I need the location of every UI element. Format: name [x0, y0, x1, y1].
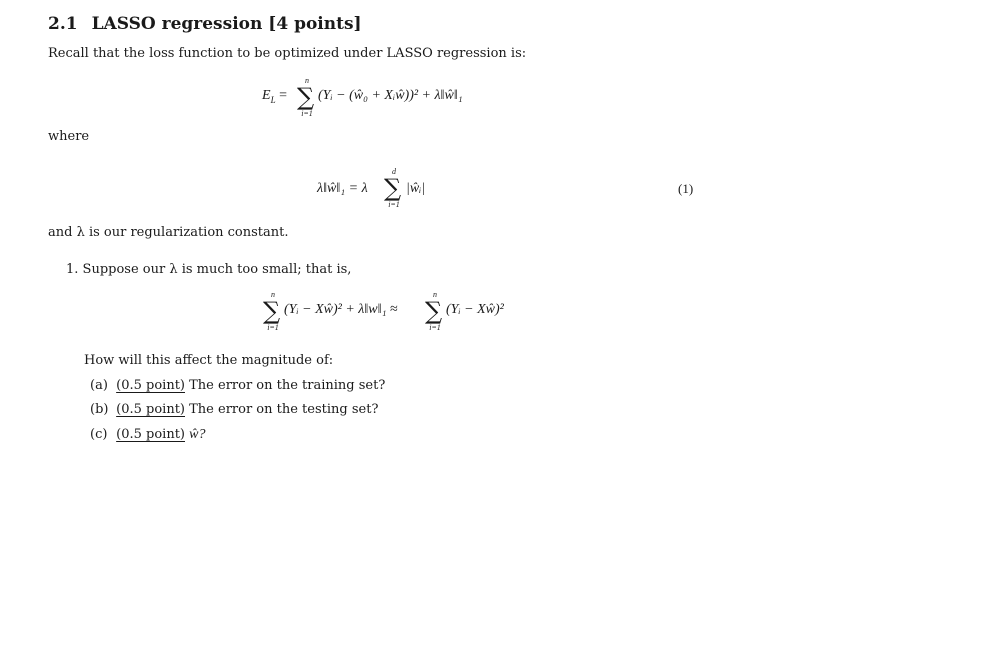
part-b [90, 402, 378, 417]
question-1 [66, 262, 351, 277]
regularization-note: and λ is our regularization constant. [48, 225, 289, 240]
part-b-points: (0.5 point) [116, 402, 185, 417]
part-b-label: (b) [90, 402, 109, 417]
part-a-label: (a) [90, 378, 108, 393]
loss-equation-body: (Yᵢ − (ŵ₀ + Xᵢŵ))² + λ‖ŵ‖₁ [318, 88, 463, 103]
question-text: Suppose our λ is much too small; that is, [82, 262, 352, 277]
loss-equation-lhs: $E_L$ = [262, 88, 287, 105]
penalty-equation-lhs: λ‖ŵ‖₁ = λ [317, 181, 368, 196]
part-c [90, 427, 205, 443]
section-number: 2.1 [48, 14, 78, 34]
approx-left-body: (Yᵢ − Xŵ)² + λ‖w‖₁ ≈ [284, 302, 398, 317]
part-a-points: (0.5 point) [116, 378, 185, 393]
part-b-text: The error on the testing set? [189, 402, 379, 417]
part-a-text: The error on the training set? [189, 378, 386, 393]
question-prompt: How will this affect the magnitude of: [84, 353, 334, 368]
section-title: LASSO regression [4 points] [91, 14, 362, 34]
loss-sum-symbol: n ∑ i=1 [297, 76, 315, 118]
part-c-label: (c) [90, 427, 108, 442]
section-heading [48, 14, 362, 34]
approx-right-sum-symbol: n ∑ i=1 [425, 290, 443, 332]
intro-text: Recall that the loss function to be optimized under LASSO regression is: [48, 46, 527, 61]
part-c-text: ŵ? [189, 427, 206, 442]
equation-number: (1) [678, 181, 694, 196]
part-a [90, 378, 385, 393]
approx-right-body: (Yᵢ − Xŵ)² [446, 302, 504, 317]
question-label: 1. [66, 262, 79, 277]
penalty-equation-body: |ŵᵢ| [406, 181, 426, 196]
part-c-points: (0.5 point) [116, 427, 185, 442]
where-text: where [48, 129, 90, 144]
approx-left-sum-symbol: n ∑ i=1 [263, 290, 281, 332]
penalty-sum-symbol: d ∑ i=1 [384, 167, 402, 209]
